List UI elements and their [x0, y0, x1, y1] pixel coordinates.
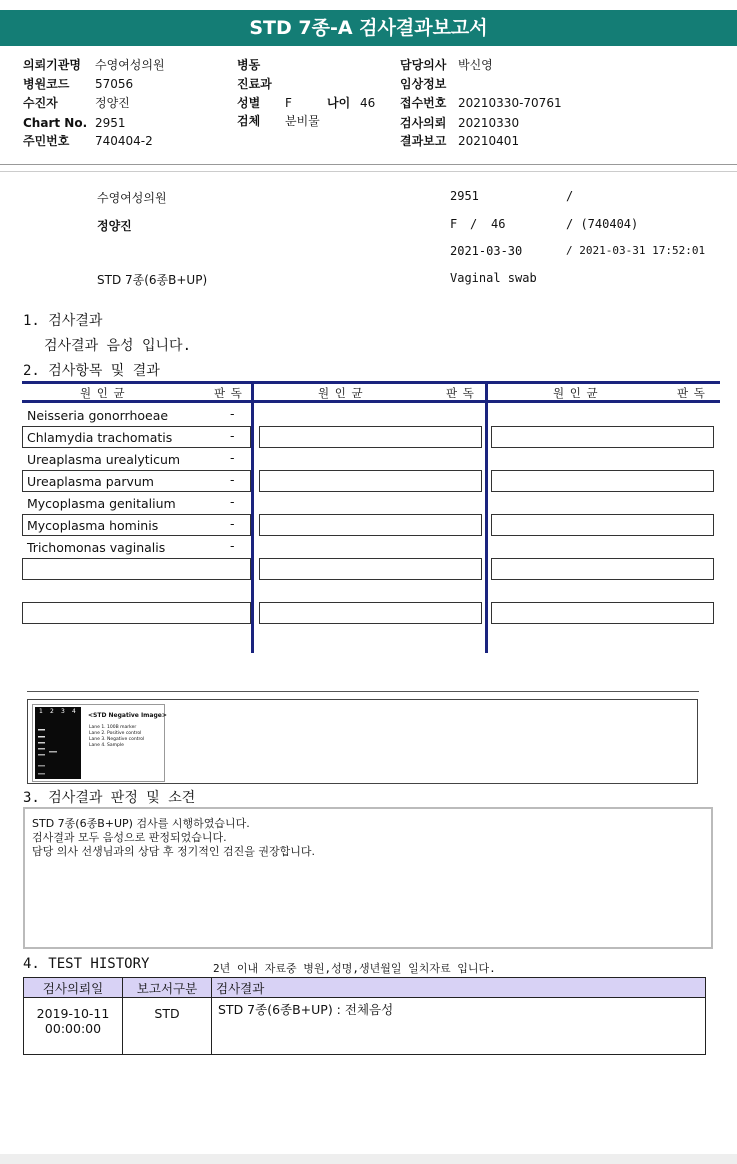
organism-result: - — [230, 538, 235, 553]
header-label: 나이 — [327, 96, 351, 110]
table-row-box — [491, 470, 714, 492]
header-value: 57056 — [95, 77, 134, 91]
patient-reported: / 2021-03-31 17:52:01 — [566, 244, 706, 257]
header-value: 2951 — [95, 116, 126, 130]
organism-result: - — [230, 450, 235, 465]
history-header: 검사결과 — [212, 978, 706, 998]
gel-lane-label: 4 — [72, 708, 76, 715]
header-label: 병원코드 — [23, 77, 70, 91]
organism-name: Mycoplasma genitalium — [27, 496, 176, 511]
gel-legend-item: Lane 1. 100B marker — [89, 725, 137, 730]
organism-result: - — [230, 516, 235, 531]
table-row-box — [259, 558, 482, 580]
organism-name: Ureaplasma parvum — [27, 474, 154, 489]
col-header-judge: 판 독 — [677, 386, 706, 400]
patient-clinic: 수영여성의원 — [97, 191, 167, 205]
gel-image — [32, 704, 165, 782]
header-label: 병동 — [237, 58, 261, 72]
patient-test: STD 7종(6종B+UP) — [97, 273, 208, 287]
header-label: 검사의뢰 — [400, 116, 447, 130]
history-note: 2년 이내 자료중 병원,성명,생년월일 일치자료 입니다. — [213, 962, 496, 975]
table-row — [24, 998, 706, 1055]
patient-received: 2021-03-30 — [450, 244, 523, 258]
table-row-box — [491, 426, 714, 448]
history-result: STD 7종(6종B+UP) : 전체음성 — [212, 998, 706, 1055]
patient-name: 정양진 — [97, 219, 132, 233]
organism-result: - — [230, 406, 235, 421]
table-row-box — [259, 426, 482, 448]
divider — [27, 691, 699, 692]
header-value: 박신영 — [458, 58, 493, 72]
gel-lane-label: 2 — [50, 708, 54, 715]
footer-band — [0, 1154, 737, 1164]
opinion-line: 담당 의사 선생님과의 상담 후 정기적인 검진을 권장합니다. — [32, 845, 315, 858]
organism-result: - — [230, 472, 235, 487]
header-label: 성별 — [237, 96, 261, 110]
table-row-box — [22, 558, 251, 580]
column-divider — [251, 381, 254, 653]
header-label: 주민번호 — [23, 134, 70, 148]
header-value: F — [285, 96, 292, 110]
table-row-box — [491, 558, 714, 580]
divider — [0, 164, 737, 165]
section-title: 1. 검사결과 — [23, 313, 103, 329]
col-header-judge: 판 독 — [214, 386, 243, 400]
gel-legend-item: Lane 2. Positive control — [89, 731, 142, 736]
col-header-organism: 원 인 균 — [318, 386, 364, 400]
opinion-line: 검사결과 모두 음성으로 판정되었습니다. — [32, 831, 227, 844]
organism-name: Ureaplasma urealyticum — [27, 452, 181, 467]
gel-legend-item: Lane 4. Sample — [89, 743, 124, 748]
opinion-line: STD 7종(6종B+UP) 검사를 시행하였습니다. — [32, 817, 250, 830]
header-value: 20210401 — [458, 134, 520, 148]
header-label: Chart No. — [23, 116, 88, 130]
patient-specimen: Vaginal swab — [450, 271, 537, 285]
col-header-judge: 판 독 — [446, 386, 475, 400]
patient-age: 46 — [491, 217, 506, 231]
col-header-organism: 원 인 균 — [553, 386, 599, 400]
col-header-organism: 원 인 균 — [80, 386, 126, 400]
header-label: 임상정보 — [400, 77, 447, 91]
history-kind: STD — [123, 998, 212, 1055]
table-header-rule — [22, 400, 720, 403]
organism-result: - — [230, 494, 235, 509]
organism-name: Neisseria gonorrhoeae — [27, 408, 169, 423]
history-time: 00:00:00 — [44, 1021, 102, 1036]
header-value: 46 — [360, 96, 376, 110]
table-top-rule — [22, 381, 720, 384]
header-label: 접수번호 — [400, 96, 447, 110]
column-divider — [485, 381, 488, 653]
header-label: 의뢰기관명 — [23, 58, 81, 72]
header-info — [0, 56, 737, 156]
gel-legend-item: Lane 3. Negative control — [89, 737, 145, 742]
report-title: STD 7종-A 검사결과보고서 — [0, 10, 737, 46]
history-table — [23, 977, 706, 1055]
header-value: 20210330 — [458, 116, 520, 130]
header-label: 수진자 — [23, 96, 58, 110]
header-label: 진료과 — [237, 77, 272, 91]
history-date-cell — [24, 998, 123, 1055]
header-value: 정양진 — [95, 96, 130, 110]
table-row-box — [491, 514, 714, 536]
header-label: 결과보고 — [400, 134, 447, 148]
organism-name: Mycoplasma hominis — [27, 518, 159, 533]
gel-lane-label: 1 — [39, 708, 43, 715]
table-row-box — [259, 602, 482, 624]
table-row-box — [491, 602, 714, 624]
organism-name: Trichomonas vaginalis — [27, 540, 166, 555]
gel-title: <STD Negative Image> — [88, 712, 167, 719]
header-value: 20210330-70761 — [458, 96, 562, 110]
header-value: 분비물 — [285, 114, 320, 128]
table-row-box — [22, 602, 251, 624]
header-value: 740404-2 — [95, 134, 153, 148]
header-label: 검체 — [237, 114, 261, 128]
patient-sex: F — [450, 217, 458, 231]
result-summary: 검사결과 음성 입니다. — [44, 338, 192, 354]
gel-lane-label: 3 — [61, 708, 65, 715]
patient-chart: 2951 — [450, 189, 479, 203]
history-header: 검사의뢰일 — [24, 978, 123, 998]
gel-electrophoresis-image — [35, 707, 81, 779]
patient-slash: / — [566, 189, 574, 203]
organism-result: - — [230, 428, 235, 443]
section-title: 4. TEST HISTORY — [23, 956, 150, 972]
organism-name: Chlamydia trachomatis — [27, 430, 173, 445]
section-title: 2. 검사항목 및 결과 — [23, 363, 160, 379]
divider — [0, 171, 737, 172]
table-row-box — [259, 470, 482, 492]
history-header: 보고서구분 — [123, 978, 212, 998]
section-title: 3. 검사결과 판정 및 소견 — [23, 790, 196, 806]
history-date: 2019-10-11 — [36, 1006, 110, 1021]
header-label: 담당의사 — [400, 58, 447, 72]
header-value: 수영여성의원 — [95, 58, 165, 72]
table-row-box — [259, 514, 482, 536]
patient-birth: / (740404) — [566, 217, 639, 231]
patient-slash: / — [470, 217, 478, 231]
